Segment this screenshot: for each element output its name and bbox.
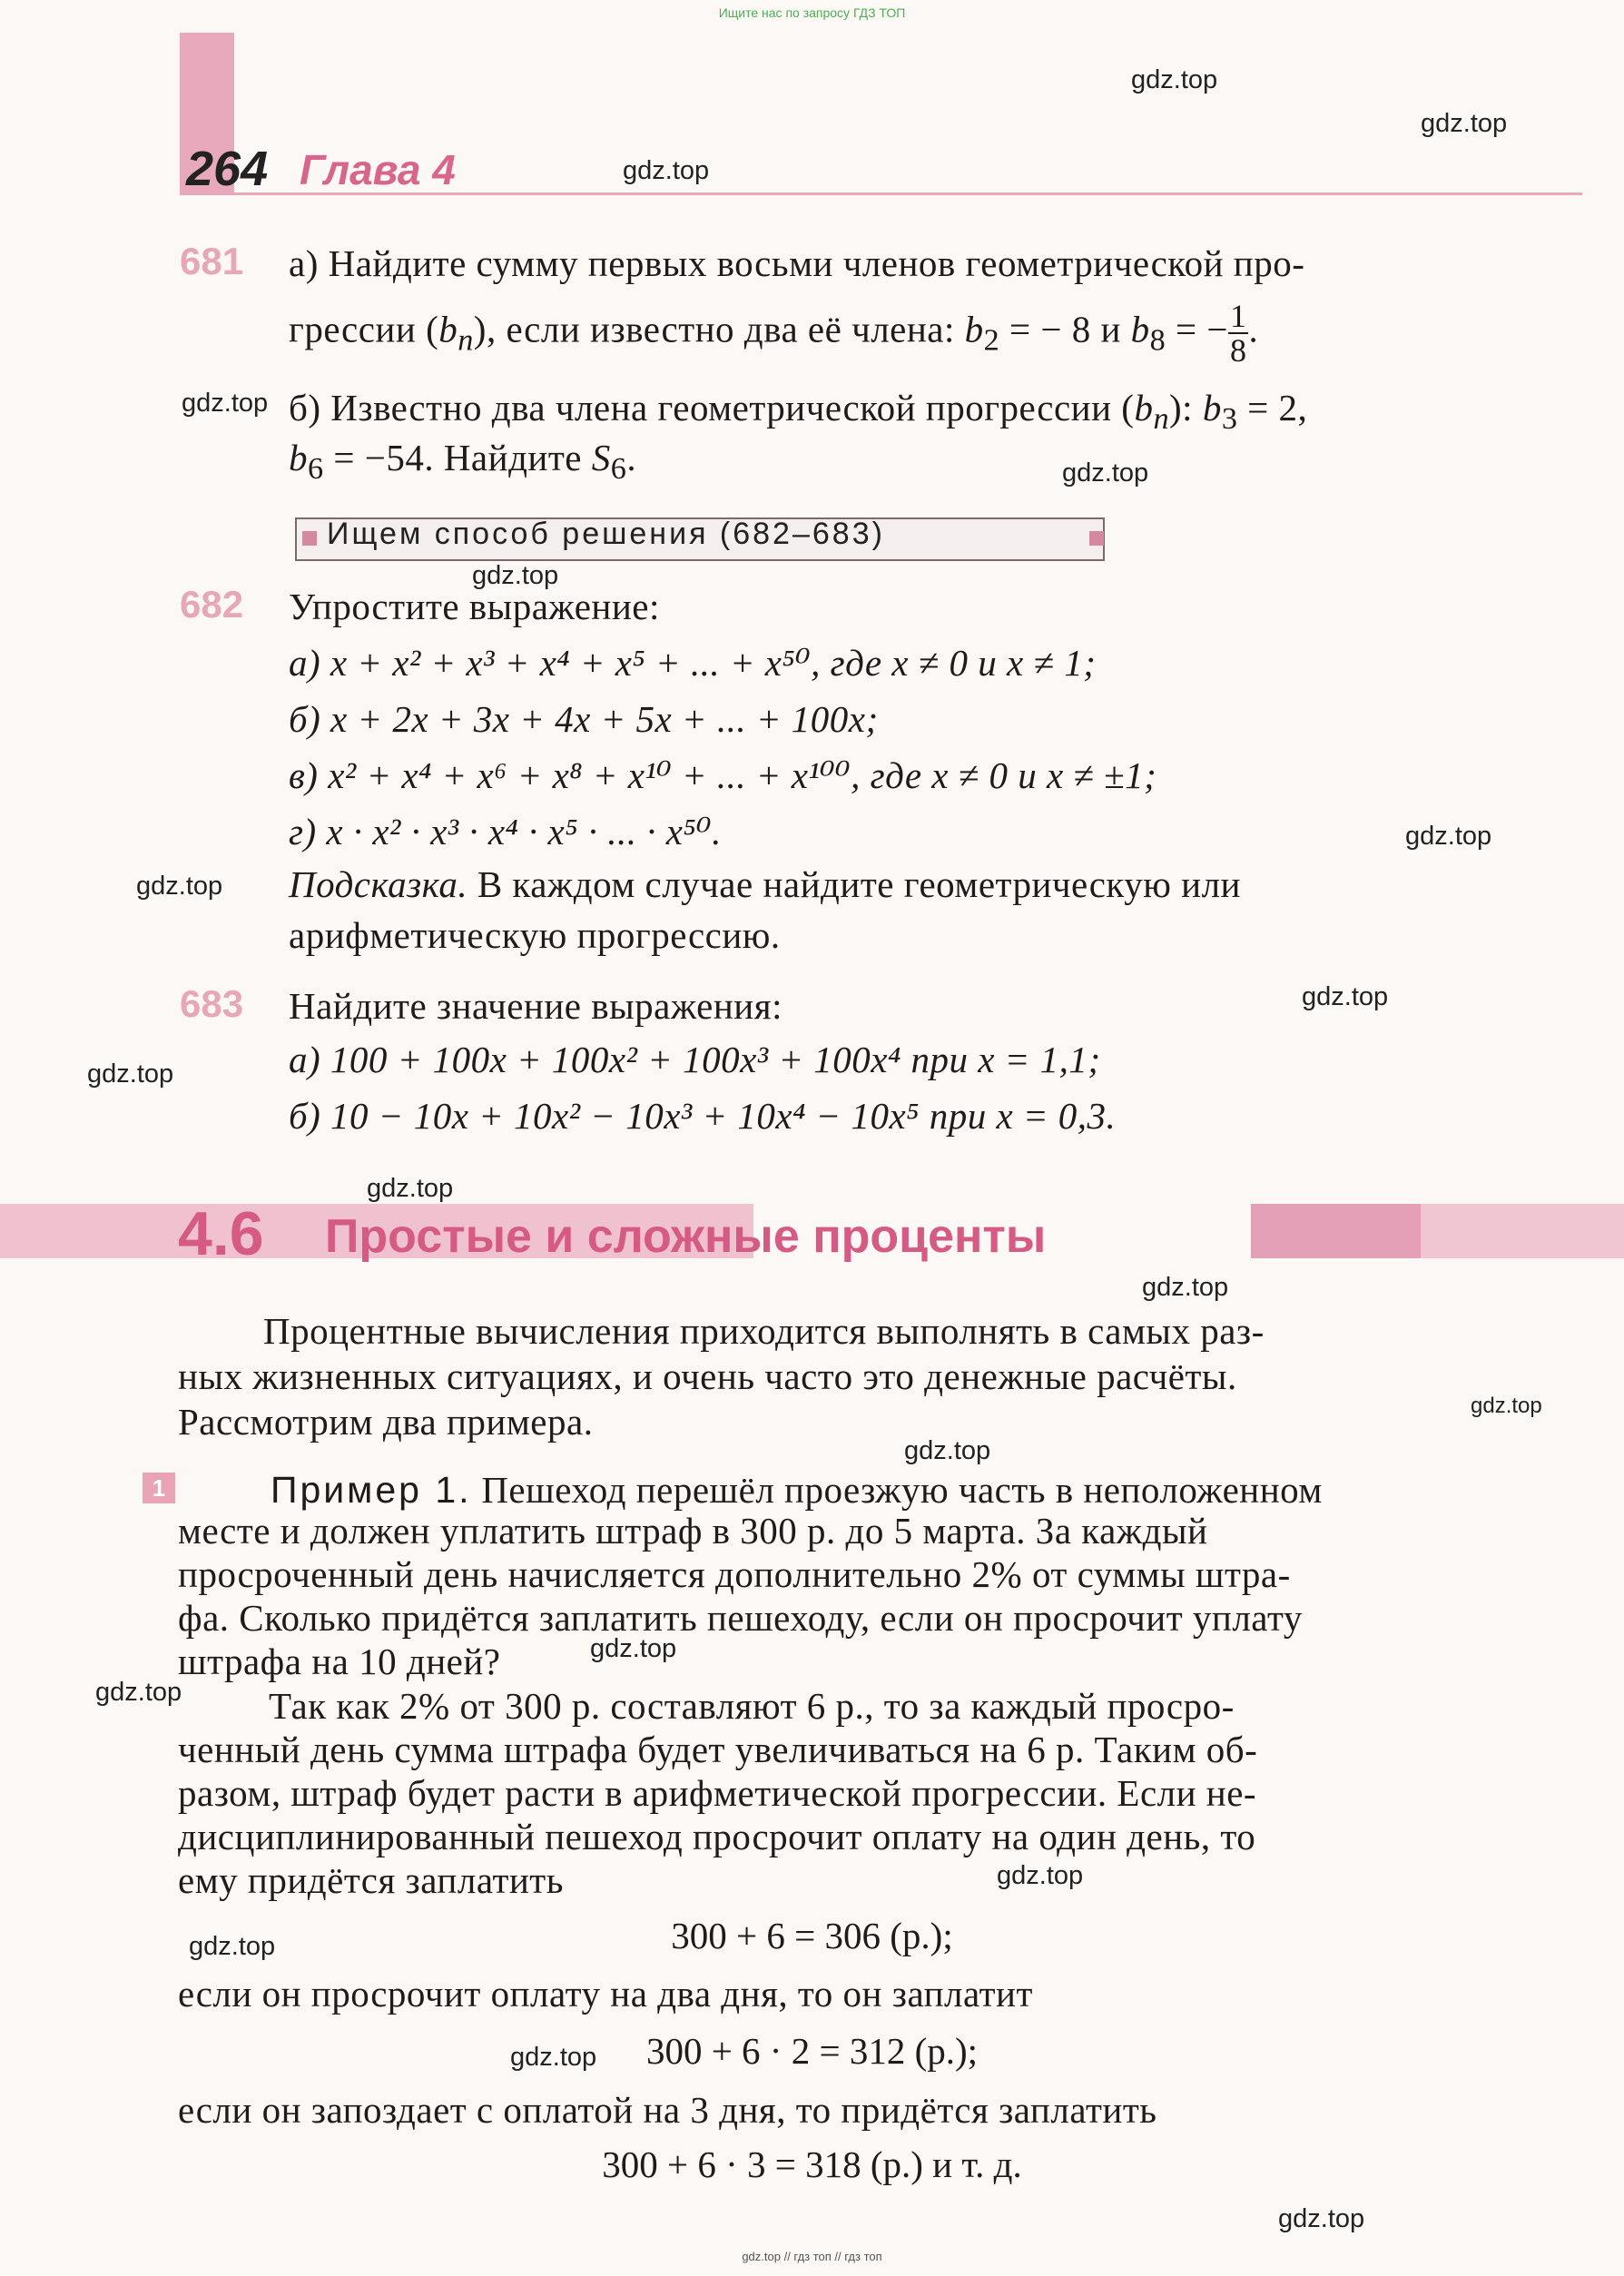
solution-line: ему придётся заплатить: [178, 1859, 564, 1901]
example-badge: 1: [143, 1473, 175, 1503]
watermark: gdz.top: [87, 1059, 174, 1089]
watermark: gdz.top: [1142, 1273, 1229, 1302]
solution-line: Так как 2% от 300 р. составляют 6 р., то за каждый просро-: [269, 1685, 1235, 1727]
solution-line: дисциплинированный пешеход просрочит оплату на один день, то: [178, 1816, 1256, 1857]
watermark: gdz.top: [182, 389, 269, 418]
section-marker: [1089, 531, 1104, 546]
intro-line: Рассмотрим два примера.: [178, 1401, 594, 1443]
example-line: фа. Сколько придётся заплатить пешеходу, если он просрочит уплату: [178, 1597, 1303, 1639]
problem-681b-line1: б) Известно два члена геометрической прогрессии $(b_n)$: $b_3 = 2$,: [289, 387, 1308, 437]
equation: 300 + 6 · 2 = 312 (р.);: [645, 2030, 979, 2072]
method-section-label: Ищем способ решения (682–683): [327, 517, 885, 551]
section-number: 4.6: [178, 1199, 264, 1268]
example-line: месте и должен уплатить штраф в 300 р. до 5 марта. За каждый: [178, 1510, 1208, 1552]
problem-682-hint-line1: Подсказка. В каждом случае найдите геометрическую или: [289, 863, 1241, 905]
watermark: gdz.top: [1405, 822, 1492, 851]
watermark: gdz.top: [1062, 458, 1149, 488]
intro-line: ных жизненных ситуациях, и очень часто это денежные расчёты.: [178, 1355, 1237, 1397]
section-marker: [302, 531, 317, 546]
watermark: gdz.top: [623, 156, 710, 185]
problem-682b: б) x + 2x + 3x + 4x + 5x + ... + 100x;: [289, 698, 879, 740]
solution-line: ченный день сумма штрафа будет увеличиваться на 6 р. Таким об-: [178, 1729, 1258, 1770]
solution-line: если он запоздает с оплатой на 3 дня, то придётся заплатить: [178, 2089, 1157, 2131]
solution-line: разом, штраф будет расти в арифметической прогрессии. Если не-: [178, 1772, 1257, 1814]
section-band: [1421, 1204, 1624, 1258]
example-line: Пример 1. Пешеход перешёл проезжую часть в неположенном: [271, 1469, 1323, 1511]
problem-682a: а) x + x² + x³ + x⁴ + x⁵ + ... + x⁵⁰, где x ≠ 0 и x ≠ 1;: [289, 642, 1097, 684]
problem-682-intro: Упростите выражение:: [289, 586, 660, 627]
problem-683a: а) 100 + 100x + 100x² + 100x³ + 100x⁴ при x = 1,1;: [289, 1039, 1101, 1080]
section-title: Простые и сложные проценты: [325, 1210, 1047, 1263]
equation: 300 + 6 = 306 (р.);: [671, 1915, 953, 1956]
watermark: gdz.top: [1421, 109, 1508, 138]
chapter-title: Глава 4: [300, 146, 456, 193]
watermark: gdz.top: [189, 1932, 276, 1961]
problem-681a-line1: а) Найдите сумму первых восьми членов геометрической про-: [289, 242, 1305, 284]
problem-682c: в) x² + x⁴ + x⁶ + x⁸ + x¹⁰ + ... + x¹⁰⁰, где x ≠ 0 и x ≠ ±1;: [289, 754, 1157, 796]
watermark: gdz.top: [95, 1678, 182, 1707]
problem-683-intro: Найдите значение выражения:: [289, 985, 782, 1027]
example-line: просроченный день начисляется дополнительно 2% от суммы штра-: [178, 1553, 1291, 1595]
watermark: gdz.top: [590, 1634, 677, 1663]
watermark: gdz.top: [997, 1861, 1084, 1890]
example-line: штрафа на 10 дней?: [178, 1640, 501, 1682]
watermark: gdz.top: [472, 561, 559, 590]
footer-link[interactable]: gdz.top // гдз топ // гдз топ: [742, 2250, 882, 2263]
problem-683b: б) 10 − 10x + 10x² − 10x³ + 10x⁴ − 10x⁵ при x = 0,3.: [289, 1095, 1117, 1137]
watermark: gdz.top: [1278, 2204, 1365, 2233]
problem-682d: г) x · x² · x³ · x⁴ · x⁵ · ... · x⁵⁰.: [289, 811, 722, 852]
watermark: gdz.top: [1131, 65, 1218, 94]
watermark: gdz.top: [136, 872, 223, 901]
equation: 300 + 6 · 3 = 318 (р.) и т. д.: [602, 2143, 1022, 2185]
watermark: gdz.top: [510, 2043, 597, 2072]
problem-682-hint-line2: арифметическую прогрессию.: [289, 914, 781, 956]
problem-number: 681: [180, 240, 244, 282]
fraction: $\frac{1}{8}$: [1229, 298, 1247, 369]
intro-line: Процентные вычисления приходится выполнять в самых раз-: [263, 1310, 1265, 1352]
watermark: gdz.top: [367, 1174, 454, 1203]
problem-number: 683: [180, 982, 244, 1025]
watermark: gdz.top: [904, 1436, 991, 1465]
problem-681b-line2: $b_6 = -54$. Найдите $S_6$.: [289, 437, 637, 487]
watermark: gdz.top: [1302, 982, 1389, 1011]
solution-line: если он просрочит оплату на два дня, то он заплатит: [178, 1973, 1033, 2015]
search-hint-link[interactable]: Ищите нас по запросу ГДЗ ТОП: [718, 5, 906, 20]
page-number: 264: [186, 142, 269, 196]
watermark: gdz.top: [1471, 1394, 1542, 1418]
problem-number: 682: [180, 583, 244, 626]
problem-681a-line2: грессии $(b_n)$, если известно два её члена: $b_2$ = − 8 и $b_8$ = − $\frac{1}{8}$ .: [289, 298, 1259, 369]
